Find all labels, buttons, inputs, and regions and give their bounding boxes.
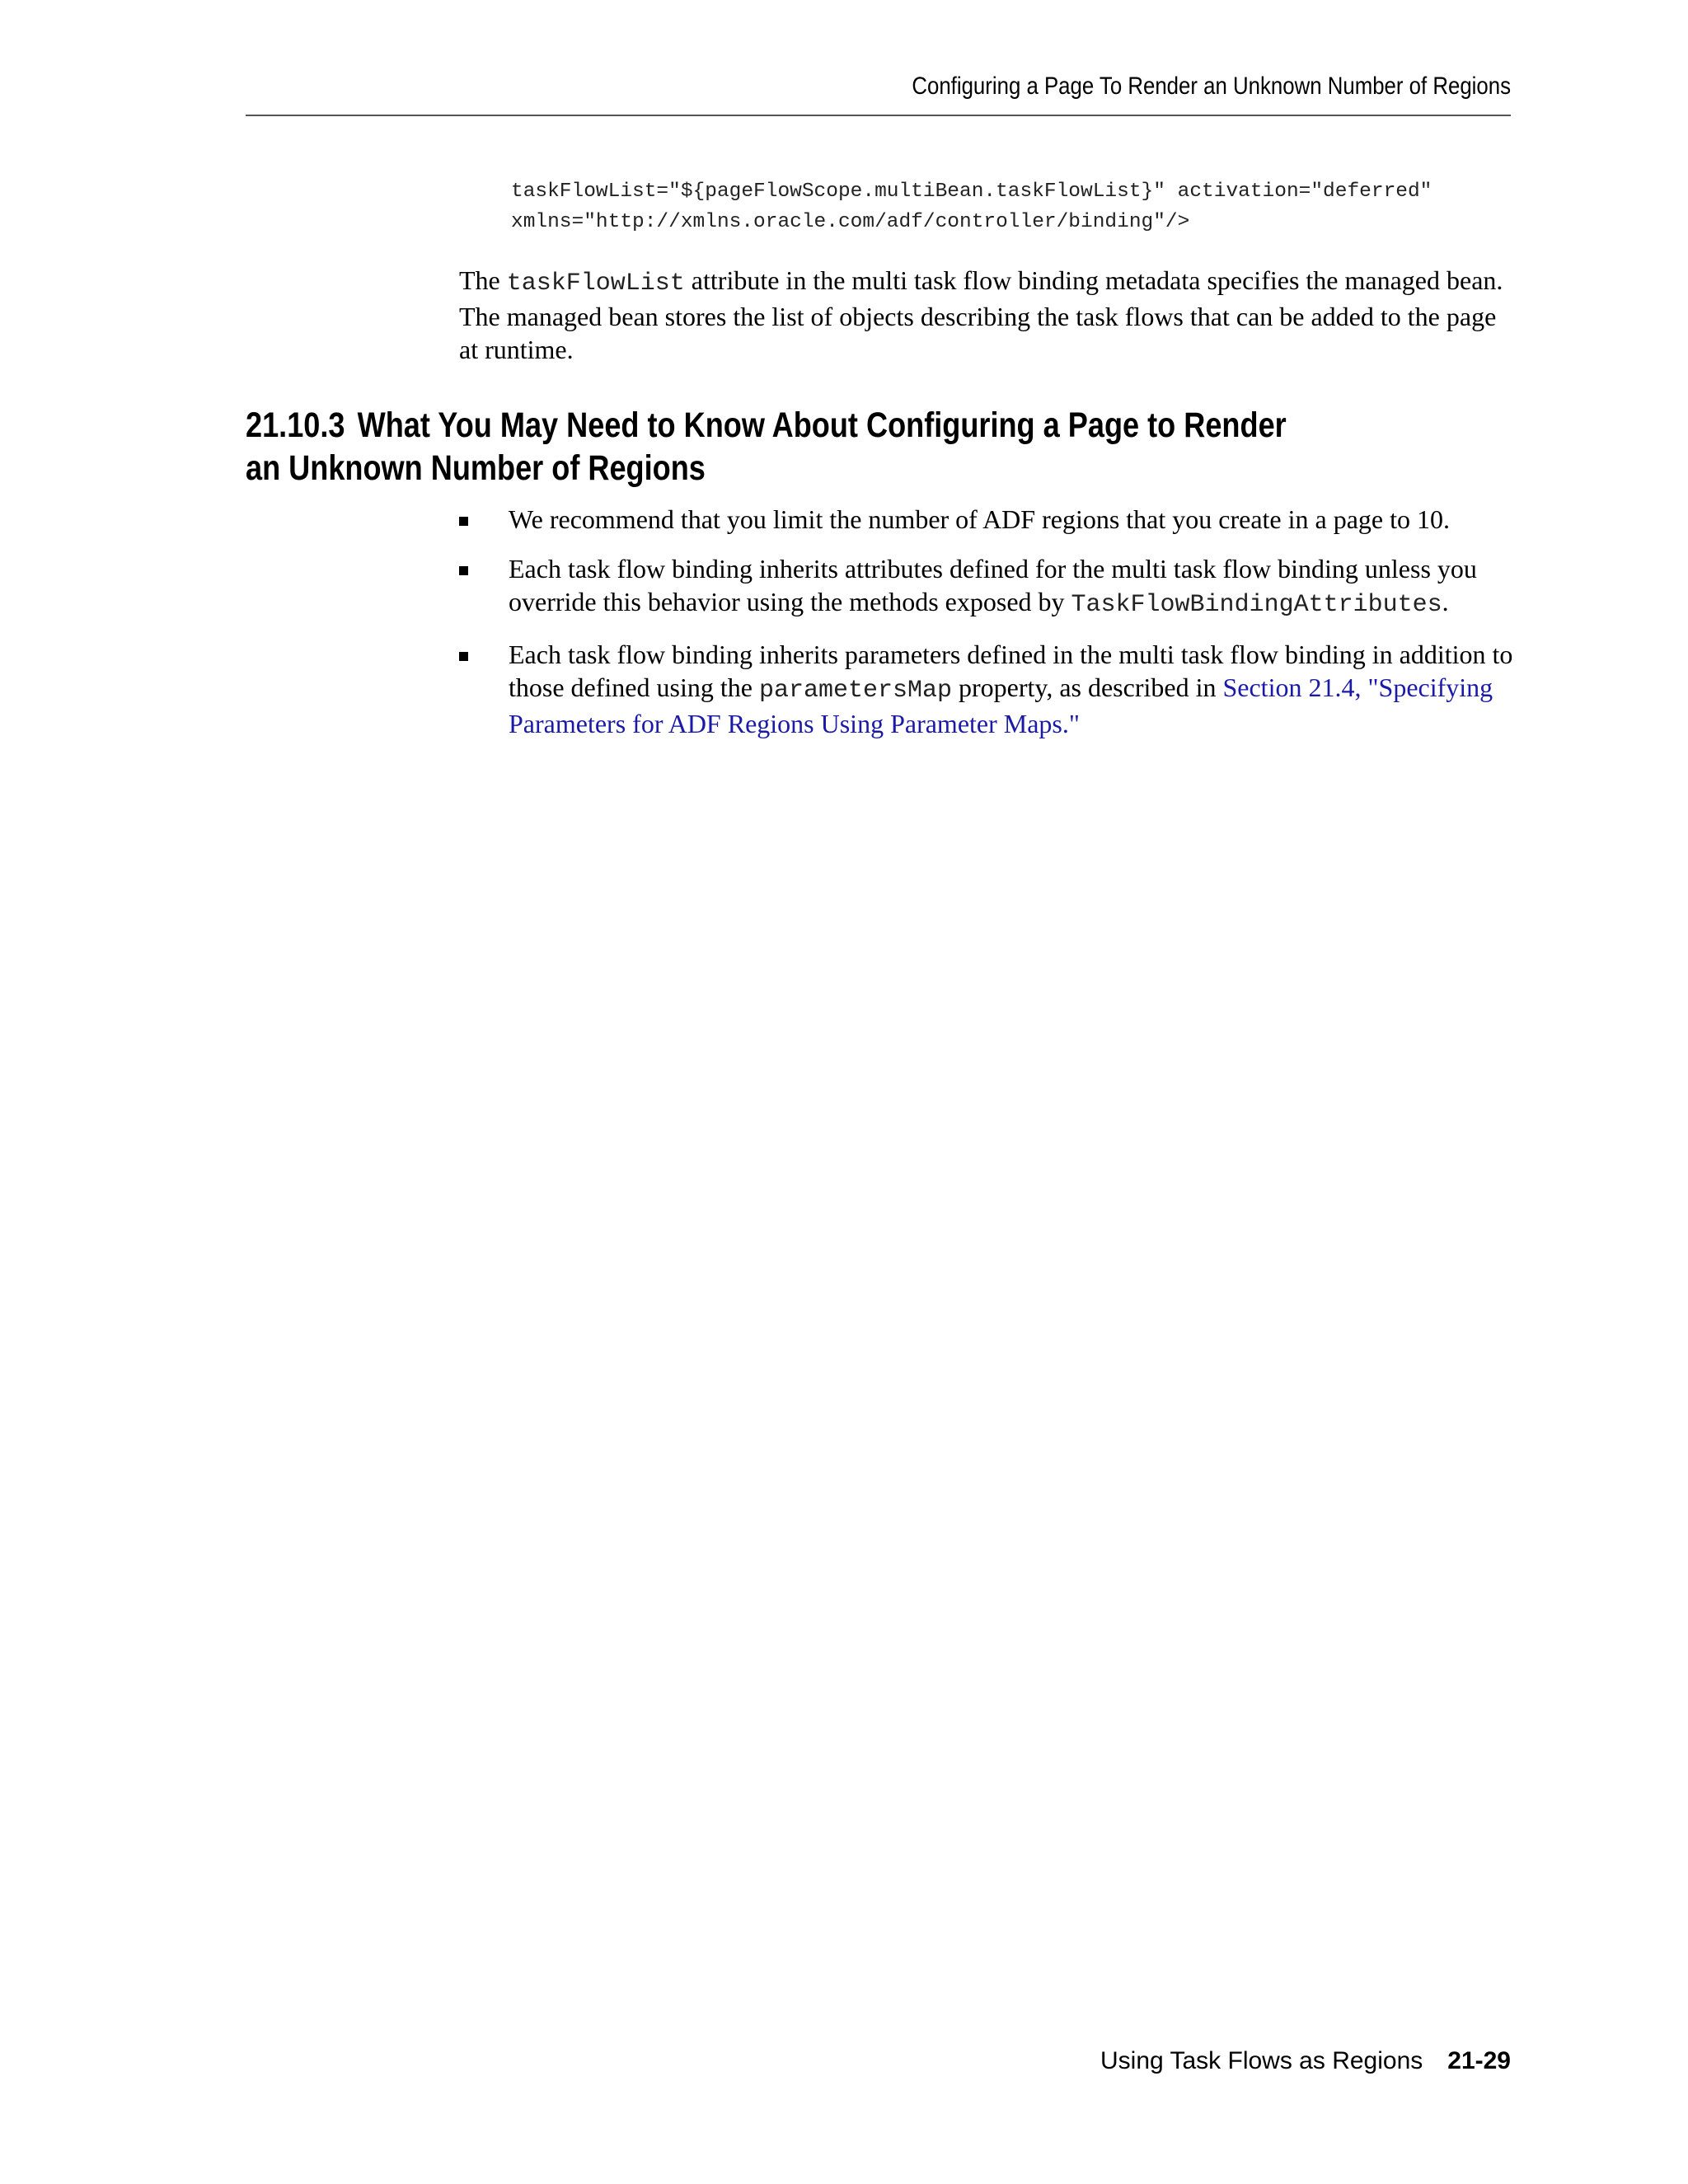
code-line: taskFlowList="${pageFlowScope.multiBean.taskFlowList}" activation="deferred"	[511, 180, 1432, 203]
section-title: What You May Need to Know About Configuring a Page to Render an Unknown Number of Regions	[246, 405, 1287, 488]
body-paragraph	[459, 264, 1514, 366]
running-header: Configuring a Page To Render an Unknown Number of Regions	[912, 73, 1511, 100]
list-item-text: property, as described in	[951, 673, 1223, 702]
code-line: xmlns="http://xmlns.oracle.com/adf/controller/binding"/>	[511, 211, 1190, 233]
inline-code: parametersMap	[758, 677, 952, 705]
running-footer	[246, 2047, 1511, 2075]
paragraph-text: attribute in the multi task flow binding metadata specifies the managed bean. The managed bean stores the list of objects describing the task flows that can be added to the page at runtime.	[459, 265, 1503, 364]
section-heading	[246, 404, 1325, 490]
list-item	[459, 638, 1522, 740]
square-bullet-icon	[459, 517, 468, 526]
header-rule	[246, 115, 1511, 116]
inline-code: TaskFlowBindingAttributes	[1071, 591, 1442, 619]
footer-chapter-title: Using Task Flows as Regions	[1100, 2047, 1423, 2074]
page-number: 21-29	[1447, 2047, 1511, 2074]
code-block	[511, 176, 1432, 237]
inline-code: taskFlowList	[506, 269, 685, 298]
list-item-text: .	[1442, 587, 1449, 616]
square-bullet-icon	[459, 566, 468, 575]
paragraph-text: The	[459, 265, 507, 295]
section-cross-reference-link[interactable]: Section 21.4, "Specifying Parameters for ADF Regions Using Parameter Maps."	[509, 673, 1493, 738]
list-item-text: Each task flow binding inherits attributes defined for the multi task flow binding unless you override this behavior using the methods exposed by	[509, 554, 1477, 616]
list-item	[459, 503, 1522, 536]
list-item-text: We recommend that you limit the number of ADF regions that you create in a page to 10.	[509, 504, 1451, 534]
list-item	[459, 552, 1522, 621]
square-bullet-icon	[459, 652, 468, 661]
section-number: 21.10.3	[246, 405, 345, 445]
bullet-list	[459, 503, 1522, 757]
list-item-text: Each task flow binding inherits parameters defined in the multi task flow binding in addition to those defined using the	[509, 640, 1513, 702]
